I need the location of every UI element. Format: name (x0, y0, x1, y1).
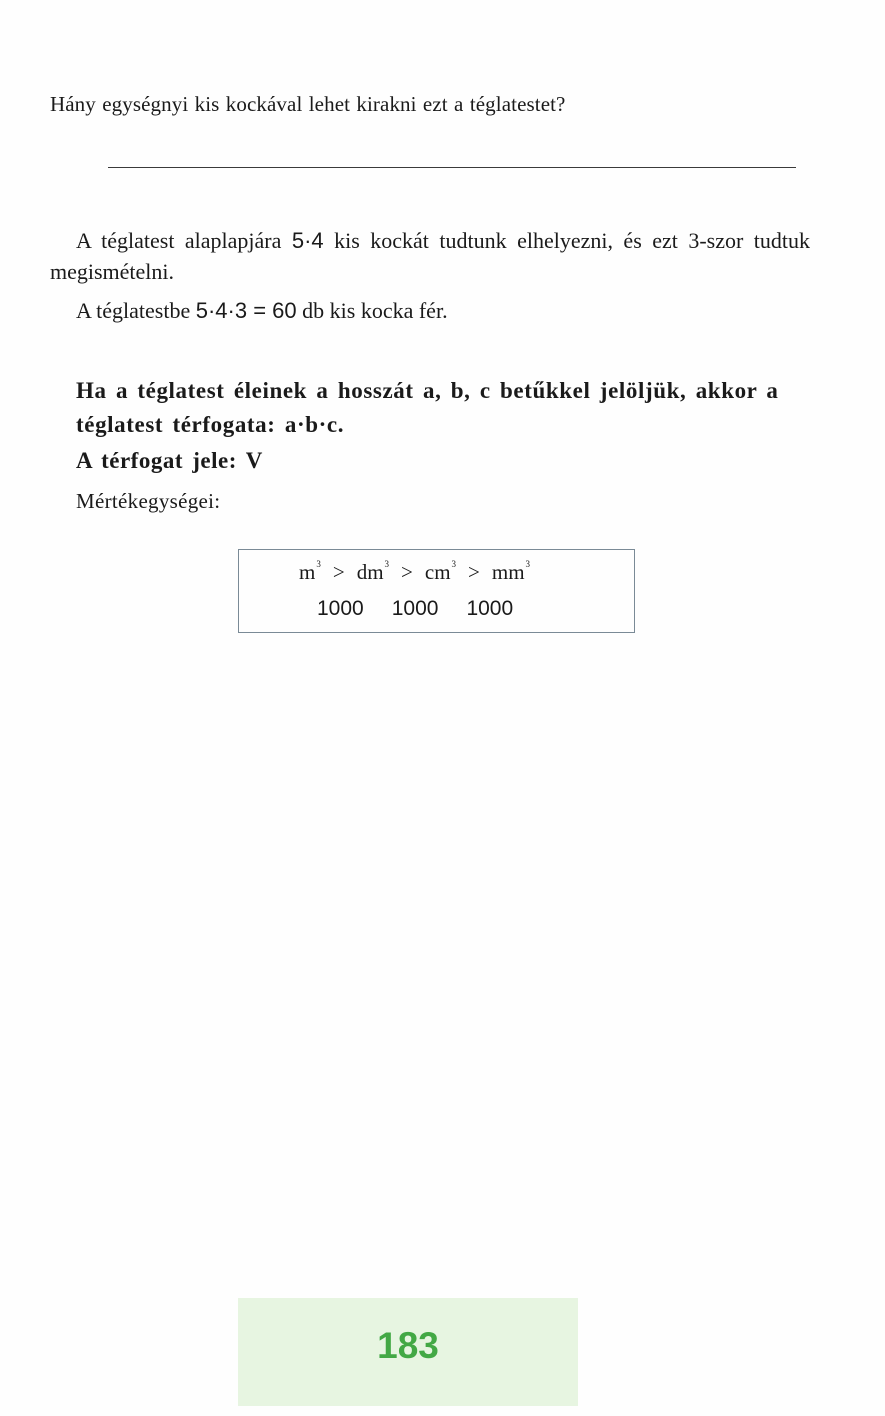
explanation-paragraph (50, 225, 810, 287)
conversion-factor: 1000 (466, 597, 514, 620)
conversion-factors (317, 597, 513, 621)
page-number: 183 (377, 1325, 439, 1366)
units-box (238, 549, 635, 633)
unit-exponent: 3 (384, 559, 390, 569)
question-text: Hány egységnyi kis kockával lehet kirakni ezt a téglatestet? (50, 92, 566, 116)
unit-name: mm (491, 560, 525, 584)
volume-symbol: A térfogat jele: V (76, 448, 263, 473)
result-text-end: db kis kocka fér. (296, 298, 448, 323)
explanation-expression: 5·4 (291, 228, 324, 253)
explanation-text-start: A téglatest alaplapjára (76, 228, 292, 253)
result-text-start: A téglatestbe (76, 298, 196, 323)
unit-mm3 (492, 559, 530, 585)
volume-rule: Ha a téglatest éleinek a hosszát a, b, c betűkkel jelöljük, akkor a téglatest térfogata: a·b·c. (76, 378, 779, 437)
unit-exponent: 3 (316, 559, 321, 569)
explanation-text-end: kis kockát tudtunk elhelyezni, és ezt 3-szor tudtuk megismételni. (50, 228, 811, 284)
conversion-factor: 1000 (391, 597, 439, 620)
answer-line (108, 167, 796, 168)
conversion-factor: 1000 (317, 597, 364, 620)
unit-name: m (299, 560, 316, 584)
unit-exponent: 3 (451, 559, 457, 569)
unit-separator: > (332, 560, 345, 584)
unit-dm3 (357, 559, 389, 585)
unit-exponent: 3 (525, 559, 531, 569)
units-label: Mértékegységei: (76, 489, 221, 513)
unit-name: dm (356, 560, 384, 584)
result-expression: 5·4·3 = 60 (195, 298, 297, 323)
unit-name: cm (424, 560, 451, 584)
units-row (299, 559, 530, 585)
page-footer-band (238, 1298, 578, 1406)
unit-cm3 (425, 559, 456, 585)
unit-separator: > (468, 560, 480, 584)
result-paragraph (76, 298, 448, 324)
unit-m3 (299, 559, 321, 585)
unit-separator: > (401, 560, 413, 584)
